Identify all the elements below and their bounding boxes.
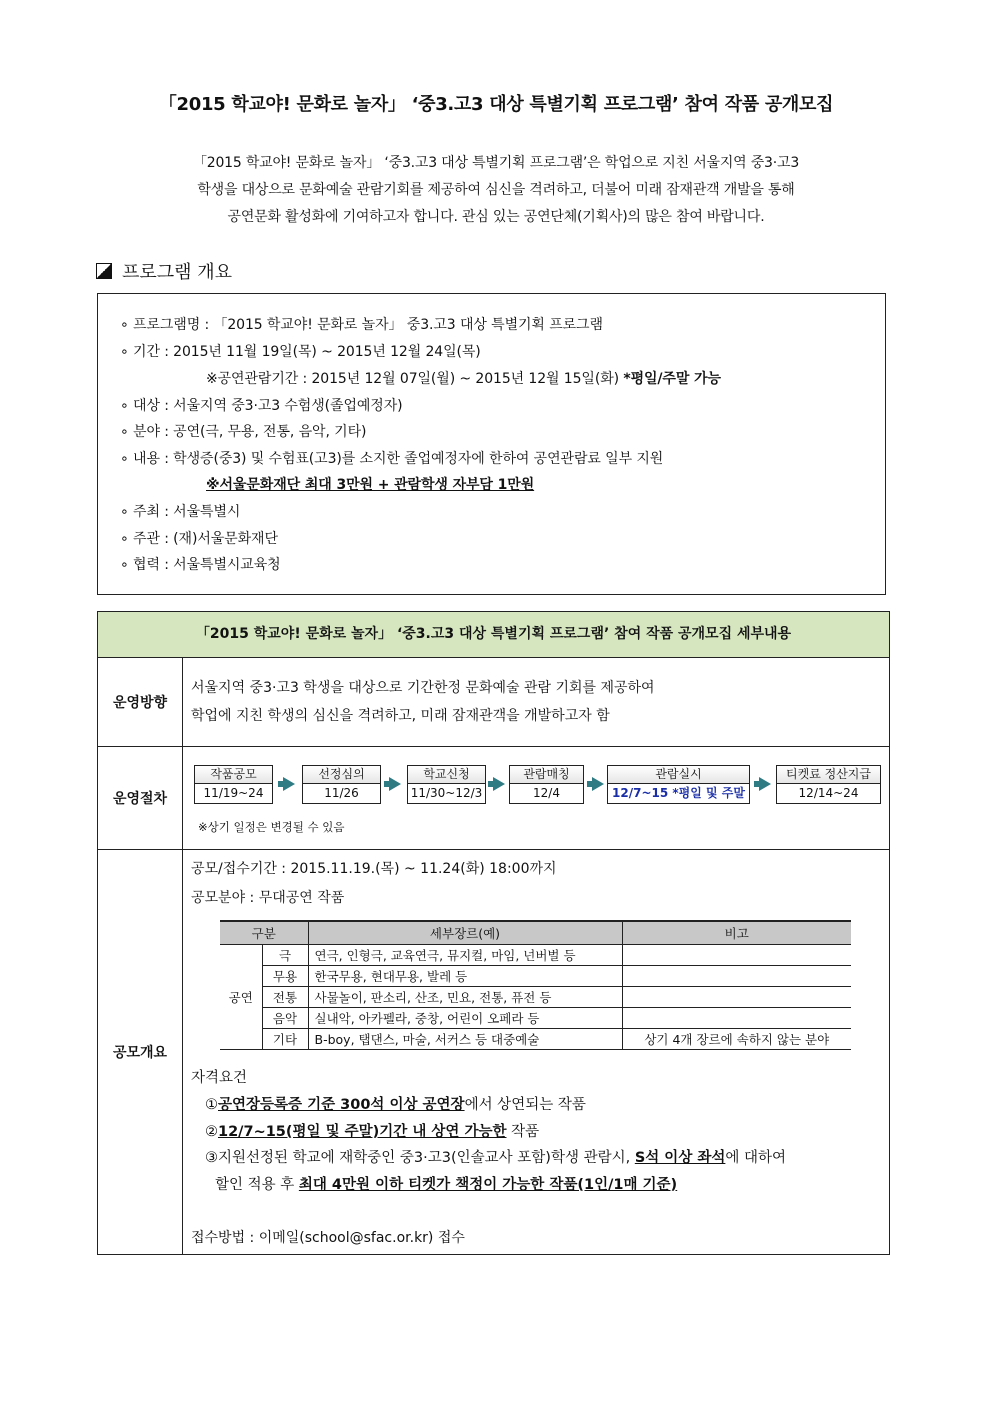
col-genres: 세부장르(예) <box>308 921 622 945</box>
note-cell <box>622 1008 851 1029</box>
recruit-field: 공모분야 : 무대공연 작품 <box>191 890 345 906</box>
qual-emphasis: S석 이상 좌석 <box>634 1150 726 1166</box>
qualification-2 <box>205 1120 539 1141</box>
step-box <box>776 765 881 804</box>
table-row <box>220 987 851 1008</box>
qualification-3-cont <box>215 1173 677 1194</box>
intro-line: 학생을 대상으로 문화예술 관람기회를 제공하여 심신을 격려하고, 더불어 미래 잠재관객 개발을 통해 <box>197 182 795 198</box>
procedure-row <box>98 747 889 850</box>
viewing-note: *평일/주말 가능 <box>623 371 721 387</box>
step-box <box>302 765 381 804</box>
table-row <box>220 945 851 966</box>
qual-emphasis: 12/7~15(평일 및 주말)기간 내 상연 가능한 <box>218 1124 507 1140</box>
overview-support <box>206 474 534 494</box>
direction-line: 서울지역 중3·고3 학생을 대상으로 기간한정 문화예술 관람 기회를 제공하여 <box>191 680 655 696</box>
step-name: 작품공모 <box>195 766 272 784</box>
category-cell: 기타 <box>262 1029 308 1050</box>
genres-cell: 연극, 인형극, 교육연극, 뮤지컬, 마임, 넌버벌 등 <box>308 945 622 966</box>
intro-line: 공연문화 활성화에 기여하고자 합니다. 관심 있는 공연단체(기획사)의 많은 참여 바랍니다. <box>227 209 765 225</box>
direction-line: 학업에 지친 학생의 심신을 격려하고, 미래 잠재관객을 개발하고자 함 <box>191 708 610 724</box>
arrow-right-icon <box>493 777 505 791</box>
qual-emphasis: 최대 4만원 이하 티켓가 책정이 가능한 작품(1인/1매 기준) <box>298 1177 678 1193</box>
overview-host: ∘ 주최 : 서울특별시 <box>120 504 241 520</box>
col-note: 비고 <box>622 921 851 945</box>
overview-organizer: ∘ 주관 : (재)서울문화재단 <box>120 531 278 547</box>
table-row <box>220 1008 851 1029</box>
arrow-right-icon <box>283 777 295 791</box>
overview-cooperation: ∘ 협력 : 서울특별시교육청 <box>120 557 281 573</box>
square-bullet-icon <box>96 263 112 279</box>
step-date: 11/19~24 <box>203 786 264 800</box>
category-cell: 음악 <box>262 1008 308 1029</box>
overview-program-name: ∘ 프로그램명 : 「2015 학교야! 문화로 놀자」 중3.고3 대상 특별기획 프로그램 <box>120 317 603 333</box>
overview-content: ∘ 내용 : 학생증(중3) 및 수험표(고3)를 소지한 졸업예정자에 한하여 공연관람료 일부 지원 <box>120 451 664 467</box>
step-box <box>194 765 273 804</box>
arrow-right-icon <box>759 777 771 791</box>
step-date: 11/30~12/3 <box>410 786 483 800</box>
step-date: 11/26 <box>324 786 359 800</box>
direction-label: 운영방향 <box>98 657 183 746</box>
qual-text: 에 대하여 <box>725 1150 787 1166</box>
step-name: 관람실시 <box>608 766 749 784</box>
overview-viewing-period <box>206 368 721 388</box>
qual-text: 할인 적용 후 <box>215 1177 299 1193</box>
qualification-1 <box>205 1093 586 1114</box>
arrow-right-icon <box>592 777 604 791</box>
support-text: ※서울문화재단 최대 3만원 + 관람학생 자부담 1만원 <box>206 477 535 493</box>
overview-field: ∘ 분야 : 공연(극, 무용, 전통, 음악, 기타) <box>120 424 367 440</box>
step-name: 학교신청 <box>408 766 485 784</box>
step-box <box>509 765 584 804</box>
qualification-3 <box>205 1146 786 1167</box>
arrow-right-icon <box>389 777 401 791</box>
category-cell: 무용 <box>262 966 308 987</box>
col-category: 구분 <box>220 921 308 945</box>
procedure-note: ※상기 일정은 변경될 수 있음 <box>198 820 345 834</box>
page-title: 「2015 학교야! 문화로 놀자」 ‘중3.고3 대상 특별기획 프로그램’ 참여 작품 공개모집 <box>158 94 834 115</box>
overview-target: ∘ 대상 : 서울지역 중3·고3 수험생(졸업예정자) <box>120 398 403 414</box>
genres-cell: 실내악, 아카펠라, 중창, 어린이 오페라 등 <box>308 1008 622 1029</box>
group-cell: 공연 <box>220 945 262 1050</box>
qual-text: ③지원선정된 학교에 재학중인 중3·고3(인솔교사 포함)학생 관람시, <box>205 1150 635 1166</box>
step-name: 티켓료 정산지급 <box>777 766 880 784</box>
genres-cell: 한국무용, 현대무용, 발레 등 <box>308 966 622 987</box>
genres-cell: B-boy, 탭댄스, 마술, 서커스 등 대중예술 <box>308 1029 622 1050</box>
qual-marker: ① <box>205 1097 218 1113</box>
overview-heading-text: 프로그램 개요 <box>122 262 233 283</box>
qual-text: 에서 상연되는 작품 <box>464 1097 586 1113</box>
intro-paragraph <box>100 150 892 231</box>
step-box <box>607 765 750 804</box>
direction-row <box>98 657 889 747</box>
step-date: 12/4 <box>533 786 560 800</box>
recruit-label: 공모개요 <box>98 850 183 1254</box>
overview-heading <box>96 258 232 284</box>
qual-emphasis: 공연장등록증 기준 300석 이상 공연장 <box>218 1097 465 1113</box>
step-box <box>407 765 486 804</box>
step-date: 12/7~15 *평일 및 주말 <box>612 786 745 800</box>
recruit-period: 공모/접수기간 : 2015.11.19.(목) ~ 11.24(화) 18:00까지 <box>191 861 557 877</box>
category-cell: 전통 <box>262 987 308 1008</box>
intro-line: 「2015 학교야! 문화로 놀자」 ‘중3.고3 대상 특별기획 프로그램’은 학업으로 지친 서울지역 중3·고3 <box>192 155 800 171</box>
step-name: 선정심의 <box>303 766 380 784</box>
viewing-period-text: ※공연관람기간 : 2015년 12월 07일(월) ~ 2015년 12월 15일(화) <box>206 371 619 387</box>
note-cell <box>622 966 851 987</box>
qual-text: 작품 <box>506 1124 540 1140</box>
overview-period: ∘ 기간 : 2015년 11월 19일(목) ~ 2015년 12월 24일(목) <box>120 344 481 360</box>
genre-table-header <box>220 921 851 945</box>
note-cell <box>622 945 851 966</box>
detail-header: 「2015 학교야! 문화로 놀자」 ‘중3.고3 대상 특별기획 프로그램’ 참여 작품 공개모집 세부내용 <box>98 612 889 658</box>
note-cell: 상기 4개 장르에 속하지 않는 분야 <box>622 1029 851 1050</box>
submit-method: 접수방법 : 이메일(school@sfac.or.kr) 접수 <box>191 1230 465 1246</box>
procedure-label: 운영절차 <box>98 747 183 849</box>
table-row <box>220 966 851 987</box>
genres-cell: 사물놀이, 판소리, 산조, 민요, 전통, 퓨전 등 <box>308 987 622 1008</box>
qualification-title: 자격요건 <box>191 1070 248 1086</box>
step-date: 12/14~24 <box>798 786 859 800</box>
qual-marker: ② <box>205 1124 218 1140</box>
step-name: 관람매칭 <box>510 766 583 784</box>
genre-table <box>220 920 851 1050</box>
overview-box <box>97 293 886 595</box>
table-row <box>220 1029 851 1050</box>
category-cell: 극 <box>262 945 308 966</box>
note-cell <box>622 987 851 1008</box>
